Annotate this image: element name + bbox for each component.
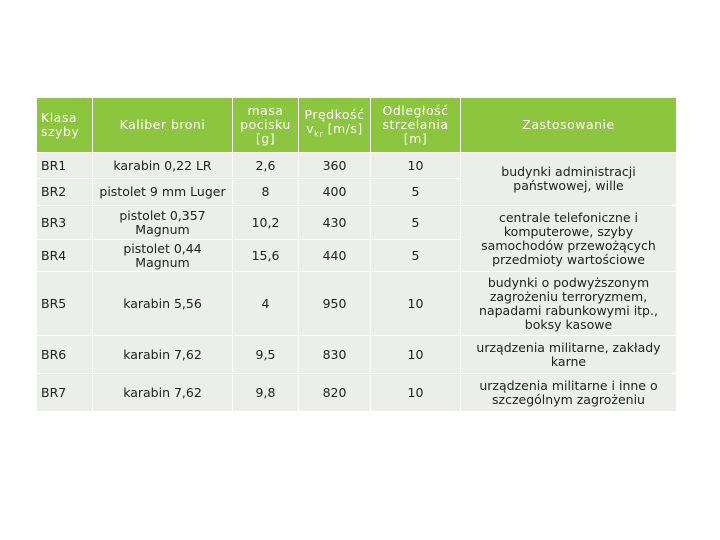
cell-klasa: BR5 <box>37 272 93 336</box>
cell-predkosc: 950 <box>299 272 371 336</box>
cell-zastosowanie: urządzenia militarne i inne o szczególnym zagrożeniu <box>461 374 677 412</box>
cell-predkosc: 820 <box>299 374 371 412</box>
bulletproof-glass-table <box>36 97 677 412</box>
cell-odleglosc: 5 <box>371 179 461 206</box>
table-row <box>37 206 677 240</box>
cell-predkosc: 430 <box>299 206 371 240</box>
cell-predkosc: 360 <box>299 153 371 179</box>
cell-predkosc: 830 <box>299 336 371 374</box>
header-predkosc <box>299 98 371 153</box>
cell-odleglosc: 10 <box>371 272 461 336</box>
cell-kaliber: pistolet 0,357 Magnum <box>93 206 233 240</box>
cell-zastosowanie: centrale telefoniczne i komputerowe, szyby samochodów przewożących przedmioty wartościowe <box>461 206 677 272</box>
cell-odleglosc: 10 <box>371 374 461 412</box>
header-odleglosc: Odległość strzelania [m] <box>371 98 461 153</box>
cell-kaliber: pistolet 0,44 Magnum <box>93 240 233 272</box>
header-predkosc-unit: [m/s] <box>327 121 363 137</box>
cell-klasa: BR7 <box>37 374 93 412</box>
cell-masa: 15,6 <box>233 240 299 272</box>
table-row <box>37 153 677 179</box>
cell-masa: 4 <box>233 272 299 336</box>
table-row <box>37 336 677 374</box>
cell-zastosowanie: urządzenia militarne, zakłady karne <box>461 336 677 374</box>
table-row <box>37 272 677 336</box>
cell-masa: 8 <box>233 179 299 206</box>
header-predkosc-sub: kr <box>314 129 324 139</box>
header-masa: masa pocisku [g] <box>233 98 299 153</box>
cell-masa: 9,8 <box>233 374 299 412</box>
header-klasa: Klasa szyby <box>37 98 93 153</box>
cell-klasa: BR4 <box>37 240 93 272</box>
table-header-row <box>37 98 677 153</box>
cell-zastosowanie: budynki o podwyższonym zagrożeniu terroryzmem, napadami rabunkowymi itp., boksy kasowe <box>461 272 677 336</box>
cell-odleglosc: 5 <box>371 240 461 272</box>
cell-odleglosc: 5 <box>371 206 461 240</box>
cell-klasa: BR1 <box>37 153 93 179</box>
cell-klasa: BR2 <box>37 179 93 206</box>
cell-zastosowanie: budynki administracji państwowej, wille <box>461 153 677 206</box>
cell-kaliber: karabin 7,62 <box>93 374 233 412</box>
cell-kaliber: karabin 0,22 LR <box>93 153 233 179</box>
cell-predkosc: 400 <box>299 179 371 206</box>
table-row <box>37 374 677 412</box>
cell-masa: 9,5 <box>233 336 299 374</box>
cell-masa: 2,6 <box>233 153 299 179</box>
cell-odleglosc: 10 <box>371 336 461 374</box>
cell-klasa: BR6 <box>37 336 93 374</box>
header-predkosc-label: Prędkość v <box>304 107 365 137</box>
header-zastosowanie: Zastosowanie <box>461 98 677 153</box>
cell-klasa: BR3 <box>37 206 93 240</box>
header-kaliber: Kaliber broni <box>93 98 233 153</box>
cell-predkosc: 440 <box>299 240 371 272</box>
cell-kaliber: karabin 7,62 <box>93 336 233 374</box>
cell-kaliber: pistolet 9 mm Luger <box>93 179 233 206</box>
cell-odleglosc: 10 <box>371 153 461 179</box>
cell-masa: 10,2 <box>233 206 299 240</box>
cell-kaliber: karabin 5,56 <box>93 272 233 336</box>
